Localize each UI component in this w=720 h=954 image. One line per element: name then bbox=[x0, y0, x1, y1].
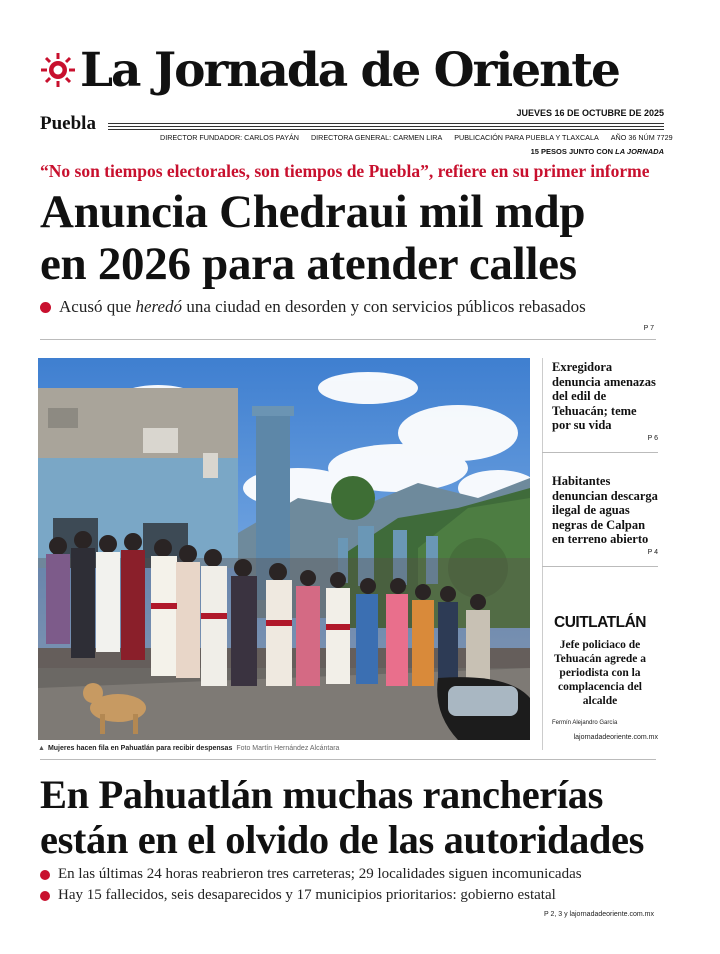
edition-city: Puebla bbox=[40, 113, 96, 134]
masthead-rule bbox=[108, 129, 664, 130]
masthead-credits bbox=[160, 133, 673, 142]
masthead-rule bbox=[108, 123, 664, 124]
sidebar-story-1[interactable] bbox=[542, 360, 658, 453]
sidebar-story-2-headline: Habitantes denuncian descarga ilegal de aguas negras de Calpan en terreno abierto bbox=[552, 474, 658, 546]
photo-credit: Foto Martín Hernández Alcántara bbox=[236, 745, 340, 752]
website-link[interactable]: lajornadadeoriente.com.mx bbox=[573, 734, 658, 741]
credit-founder: DIRECTOR FUNDADOR: CARLOS PAYÁN bbox=[160, 133, 299, 142]
main-headline-line-1: Anuncia Chedraui mil mdp bbox=[40, 186, 586, 238]
main-subhead bbox=[40, 297, 586, 317]
column-cuitlatlan[interactable] bbox=[542, 614, 658, 741]
section-divider bbox=[40, 759, 656, 760]
column-author: Fermín Alejandro García bbox=[552, 720, 618, 726]
second-bullet-1-text: En las últimas 24 horas reabrieron tres carreteras; 29 localidades siguen incomunicadas bbox=[58, 866, 582, 882]
main-page-ref[interactable]: P 7 bbox=[643, 325, 654, 332]
second-bullet-2-text: Hay 15 fallecidos, seis desaparecidos y 17 municipios prioritarios: gobierno estatal bbox=[58, 887, 556, 903]
column-text: Jefe policiaco de Tehuacán agrede a periodista con la complacencia del alcalde bbox=[553, 639, 646, 707]
second-headline-line-1: En Pahuatlán muchas rancherías bbox=[40, 772, 603, 817]
main-photo[interactable] bbox=[38, 358, 530, 740]
main-kicker: “No son tiempos electorales, son tiempos de Puebla”, refiere en su primer informe bbox=[40, 161, 650, 181]
sidebar-rule bbox=[542, 452, 658, 453]
partner-paper: LA JORNADA bbox=[615, 147, 664, 156]
second-bullet-2 bbox=[40, 887, 556, 904]
main-headline-line-2: en 2026 para atender calles bbox=[40, 238, 577, 290]
red-bullet-icon bbox=[40, 891, 50, 901]
masthead-logo[interactable] bbox=[40, 38, 680, 102]
credit-issue-number: AÑO 36 NÚM 7729 bbox=[610, 133, 673, 142]
issue-date: JUEVES 16 DE OCTUBRE DE 2025 bbox=[516, 108, 664, 118]
section-divider bbox=[40, 339, 656, 340]
credit-director: DIRECTORA GENERAL: CARMEN LIRA bbox=[310, 133, 443, 142]
caption-triangle-icon: ▲ bbox=[38, 745, 45, 752]
credit-publication: PUBLICACIÓN PARA PUEBLA Y TLAXCALA bbox=[454, 133, 599, 142]
main-subhead-text bbox=[59, 297, 586, 317]
price-text: 15 PESOS JUNTO CON bbox=[530, 147, 616, 156]
column-title: CUITLATLÁN bbox=[554, 614, 646, 631]
red-bullet-icon bbox=[40, 302, 51, 313]
caption-text: Mujeres hacen fila en Pahuatlán para recibir despensas bbox=[47, 745, 233, 752]
sun-logo-icon bbox=[40, 52, 76, 88]
logo-text: La Jornada de Oriente bbox=[80, 42, 619, 98]
masthead-rule bbox=[108, 126, 664, 127]
second-page-ref[interactable]: P 2, 3 y lajornadadeoriente.com.mx bbox=[544, 911, 654, 918]
subhead-part-2: una ciudad en desorden y con servicios públicos rebasados bbox=[182, 297, 586, 316]
sidebar-story-2-ref: P 4 bbox=[647, 548, 658, 556]
red-bullet-icon bbox=[40, 870, 50, 880]
subhead-part-1: Acusó que bbox=[59, 297, 136, 316]
sidebar-story-1-headline: Exregidora denuncia amenazas del edil de Tehuacán; teme por su vida bbox=[552, 360, 656, 432]
sidebar-rule bbox=[542, 566, 658, 567]
second-headline-line-2: están en el olvido de las autoridades bbox=[40, 817, 644, 862]
sidebar-story-2[interactable] bbox=[542, 474, 658, 567]
price-line bbox=[531, 147, 664, 156]
second-bullet-1 bbox=[40, 866, 582, 883]
photo-illustration bbox=[38, 358, 530, 740]
photo-caption bbox=[38, 745, 339, 752]
subhead-italic: heredó bbox=[135, 297, 183, 316]
main-headline[interactable] bbox=[40, 186, 680, 290]
second-headline[interactable] bbox=[40, 772, 680, 862]
sidebar-story-1-ref: P 6 bbox=[647, 434, 658, 442]
